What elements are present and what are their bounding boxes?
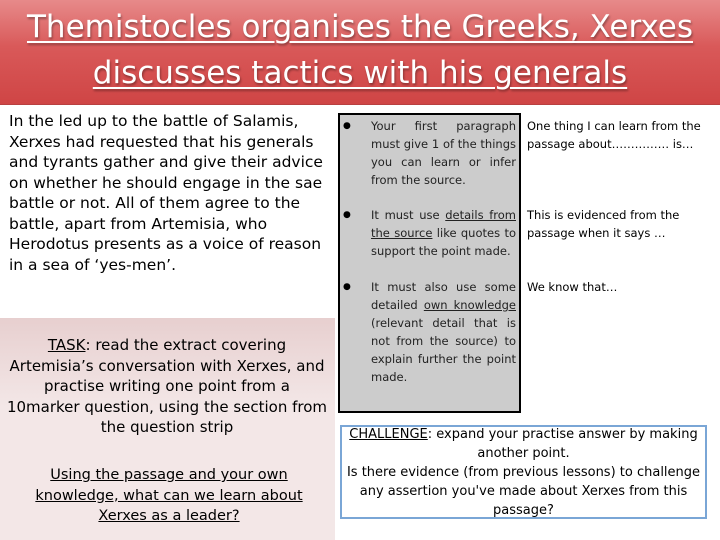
exam-question: Using the passage and your own knowledge, what can we learn about Xerxes as a leader?: [35, 467, 303, 524]
challenge-line-1: CHALLENGE: expand your practise answer by making another point.: [349, 427, 698, 461]
intro-paragraph: In the led up to the battle of Salamis, Xerxes had requested that his generals and tyrants gather and give their advice on whether he should engage in the sae battle or not. All of them agree to the battle, apart from Artemisia, who Herodotus presents as a voice of reason in a sea of ‘yes-men’.: [9, 112, 323, 274]
underlined-phrase: details from the source: [371, 208, 516, 240]
challenge-text: [343, 425, 704, 520]
criteria-text: Your first paragraph must give 1 of the things you can learn or infer from the source.: [371, 119, 516, 187]
bullet-dot-icon: ●: [343, 210, 351, 220]
title-line-1: Themistocles organises the Greeks, Xerxes: [26, 9, 693, 45]
sentence-starter-2: This is evidenced from the passage when it says …: [527, 208, 680, 240]
bullet-dot-icon: ●: [343, 282, 351, 292]
underlined-phrase: own knowledge: [423, 298, 516, 312]
criteria-text: It must also use some detailed own knowledge (relevant detail that is not from the source) to explain further the point made.: [371, 280, 516, 384]
task-instructions: [6, 335, 328, 438]
sentence-starter-1: One thing I can learn from the passage about…………… is…: [527, 119, 701, 151]
criteria-text: It must use details from the source like quotes to support the point made.: [371, 208, 516, 258]
challenge-line-2: Is there evidence (from previous lessons) to challenge any assertion you've made about Xerxes from this passage?: [346, 465, 701, 518]
challenge-label: CHALLENGE: [349, 427, 428, 442]
sentence-starter-3: We know that…: [527, 280, 618, 294]
task-body: : read the extract covering Artemisia’s conversation with Xerxes, and practise writing one point from a 10marker question, using the section from the question strip: [6, 336, 328, 436]
slide-title: [0, 4, 720, 96]
title-line-2: discusses tactics with his generals: [92, 55, 628, 91]
bullet-dot-icon: ●: [343, 121, 351, 131]
task-label: TASK: [47, 336, 86, 354]
